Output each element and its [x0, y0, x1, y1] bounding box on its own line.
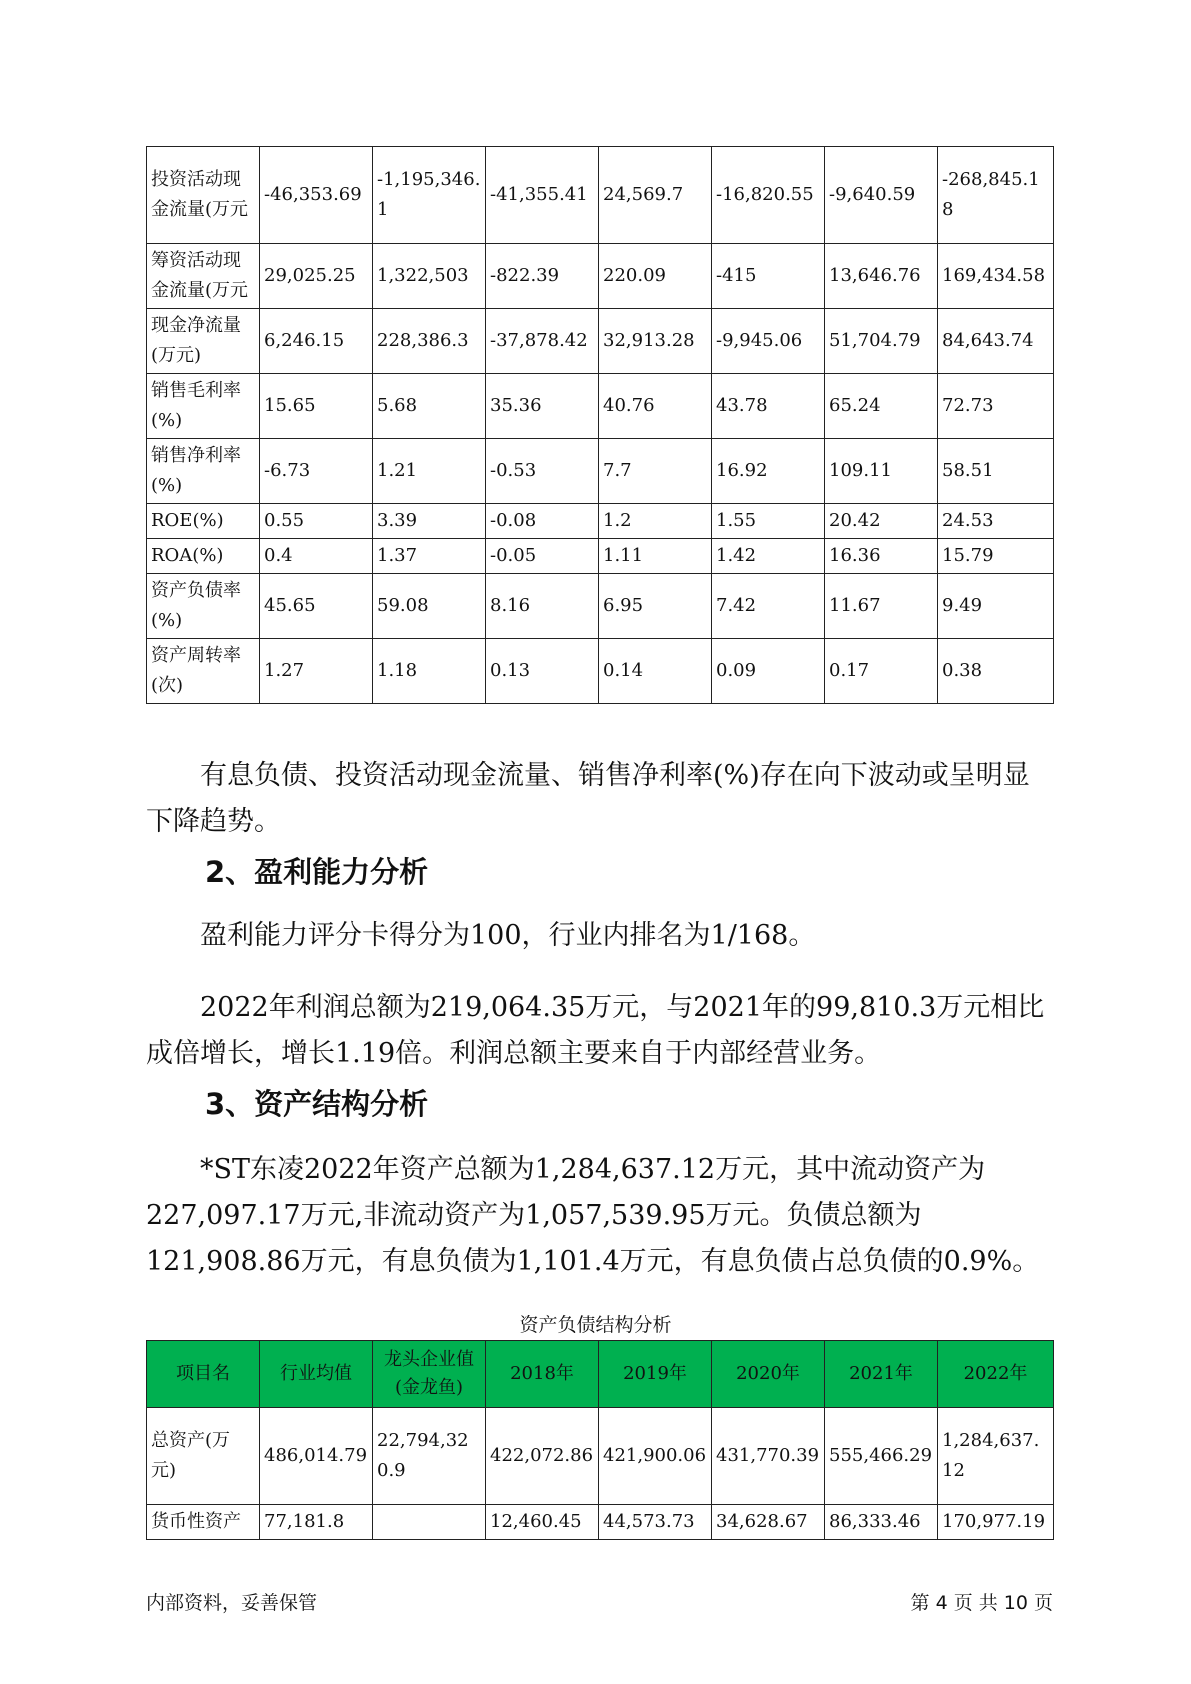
table-row — [147, 244, 1054, 309]
row-label: 销售净利率(%) — [147, 439, 260, 504]
table-cell: 6.95 — [599, 574, 712, 639]
column-header: 2019年 — [599, 1341, 712, 1408]
table-row — [147, 504, 1054, 539]
table-cell: 5.68 — [373, 374, 486, 439]
table-cell: 84,643.74 — [938, 309, 1054, 374]
row-label: ROE(%) — [147, 504, 260, 539]
table-cell: 0.13 — [486, 639, 599, 704]
table-cell: 29,025.25 — [260, 244, 373, 309]
table-cell: 7.42 — [712, 574, 825, 639]
asset-structure-paragraph: *ST东凌2022年资产总额为1,284,637.12万元，其中流动资产为227,097.17万元,非流动资产为1,057,539.95万元。负债总额为121,908.86万元，有息负债为1,101.4万元，有息负债占总负债的0.9%。 — [146, 1154, 1040, 1277]
row-label: 投资活动现金流量(万元 — [147, 147, 260, 244]
table-row — [147, 639, 1054, 704]
section-heading-profitability: 2、盈利能力分析 — [205, 855, 429, 889]
table-cell: 1.18 — [373, 639, 486, 704]
table-cell: 35.36 — [486, 374, 599, 439]
table-cell: -9,640.59 — [825, 147, 938, 244]
column-header: 2018年 — [486, 1341, 599, 1408]
table-cell: 555,466.29 — [825, 1408, 938, 1505]
table-cell: -6.73 — [260, 439, 373, 504]
table-cell: 11.67 — [825, 574, 938, 639]
table-row — [147, 374, 1054, 439]
table-cell: 109.11 — [825, 439, 938, 504]
table-cell: 22,794,320.9 — [373, 1408, 486, 1505]
table-cell: 0.09 — [712, 639, 825, 704]
table-cell: 15.65 — [260, 374, 373, 439]
column-header: 2021年 — [825, 1341, 938, 1408]
table-cell: 421,900.06 — [599, 1408, 712, 1505]
table-cell: 1.27 — [260, 639, 373, 704]
table-cell: 24,569.7 — [599, 147, 712, 244]
table-cell: 40.76 — [599, 374, 712, 439]
table-cell: -41,355.41 — [486, 147, 599, 244]
table-cell: 170,977.19 — [938, 1505, 1054, 1540]
table-cell: 44,573.73 — [599, 1505, 712, 1540]
table-cell: 34,628.67 — [712, 1505, 825, 1540]
footer-page-number: 第 4 页 共 10 页 — [910, 1592, 1053, 1614]
table-cell: 9.49 — [938, 574, 1054, 639]
row-label: 货币性资产 — [147, 1505, 260, 1540]
table-cell: 0.14 — [599, 639, 712, 704]
row-label: 筹资活动现金流量(万元 — [147, 244, 260, 309]
table-cell: 15.79 — [938, 539, 1054, 574]
table-cell: 58.51 — [938, 439, 1054, 504]
table-cell: 6,246.15 — [260, 309, 373, 374]
table-cell: 1.55 — [712, 504, 825, 539]
table-row — [147, 539, 1054, 574]
financial-indicators-table — [146, 146, 1054, 704]
table-cell: 169,434.58 — [938, 244, 1054, 309]
footer-confidential: 内部资料，妥善保管 — [146, 1592, 318, 1614]
table-cell: 59.08 — [373, 574, 486, 639]
table-cell: 7.7 — [599, 439, 712, 504]
table-caption: 资产负债结构分析 — [519, 1314, 672, 1336]
balance-sheet-structure-table — [146, 1340, 1054, 1540]
table-cell: 422,072.86 — [486, 1408, 599, 1505]
table-cell: 228,386.3 — [373, 309, 486, 374]
table-cell: 45.65 — [260, 574, 373, 639]
table-cell: -268,845.18 — [938, 147, 1054, 244]
table-cell: 8.16 — [486, 574, 599, 639]
row-label: 销售毛利率(%) — [147, 374, 260, 439]
table-cell: 43.78 — [712, 374, 825, 439]
table-cell: 220.09 — [599, 244, 712, 309]
table-cell: -0.05 — [486, 539, 599, 574]
profitability-score-paragraph: 盈利能力评分卡得分为100，行业内排名为1/168。 — [200, 920, 816, 951]
table-cell: 20.42 — [825, 504, 938, 539]
table-cell: 12,460.45 — [486, 1505, 599, 1540]
table-row — [147, 147, 1054, 244]
table-cell: 0.55 — [260, 504, 373, 539]
table-cell: 1,284,637.12 — [938, 1408, 1054, 1505]
table-cell: 0.4 — [260, 539, 373, 574]
row-label: 总资产(万元) — [147, 1408, 260, 1505]
table-row — [147, 574, 1054, 639]
row-label: ROA(%) — [147, 539, 260, 574]
table-cell: -46,353.69 — [260, 147, 373, 244]
table-cell: -9,945.06 — [712, 309, 825, 374]
table-cell: 16.36 — [825, 539, 938, 574]
row-label: 现金净流量(万元) — [147, 309, 260, 374]
table-cell: 1.42 — [712, 539, 825, 574]
row-label: 资产负债率(%) — [147, 574, 260, 639]
table-cell: 72.73 — [938, 374, 1054, 439]
table-cell: -0.53 — [486, 439, 599, 504]
table-cell: 32,913.28 — [599, 309, 712, 374]
table-cell: 51,704.79 — [825, 309, 938, 374]
column-header: 龙头企业值(金龙鱼) — [373, 1341, 486, 1408]
table-cell: 13,646.76 — [825, 244, 938, 309]
column-header: 行业均值 — [260, 1341, 373, 1408]
table-cell: 1.21 — [373, 439, 486, 504]
trend-paragraph: 有息负债、投资活动现金流量、销售净利率(%)存在向下波动或呈明显下降趋势。 — [146, 760, 1030, 837]
row-label: 资产周转率(次) — [147, 639, 260, 704]
table-header-row — [147, 1341, 1054, 1408]
table-cell: 0.38 — [938, 639, 1054, 704]
table-cell: -415 — [712, 244, 825, 309]
column-header: 2020年 — [712, 1341, 825, 1408]
table-cell: 431,770.39 — [712, 1408, 825, 1505]
column-header: 2022年 — [938, 1341, 1054, 1408]
profit-paragraph: 2022年利润总额为219,064.35万元，与2021年的99,810.3万元相比成倍增长，增长1.19倍。利润总额主要来自于内部经营业务。 — [146, 992, 1045, 1069]
table-cell: 65.24 — [825, 374, 938, 439]
table-cell: 486,014.79 — [260, 1408, 373, 1505]
table-row — [147, 309, 1054, 374]
table-cell: -0.08 — [486, 504, 599, 539]
section-heading-asset-structure: 3、资产结构分析 — [205, 1087, 429, 1121]
table-row — [147, 1505, 1054, 1540]
table-cell: -822.39 — [486, 244, 599, 309]
table-row — [147, 439, 1054, 504]
table-cell: 1.2 — [599, 504, 712, 539]
table-cell: 3.39 — [373, 504, 486, 539]
table-cell: 1.37 — [373, 539, 486, 574]
table-cell: 86,333.46 — [825, 1505, 938, 1540]
table-cell — [373, 1505, 486, 1540]
table-cell: 16.92 — [712, 439, 825, 504]
column-header: 项目名 — [147, 1341, 260, 1408]
table-cell: -16,820.55 — [712, 147, 825, 244]
table-cell: 1.11 — [599, 539, 712, 574]
table-cell: 77,181.8 — [260, 1505, 373, 1540]
table-cell: -37,878.42 — [486, 309, 599, 374]
table-cell: 24.53 — [938, 504, 1054, 539]
table-row — [147, 1408, 1054, 1505]
table-cell: -1,195,346.1 — [373, 147, 486, 244]
table-cell: 0.17 — [825, 639, 938, 704]
table-cell: 1,322,503 — [373, 244, 486, 309]
